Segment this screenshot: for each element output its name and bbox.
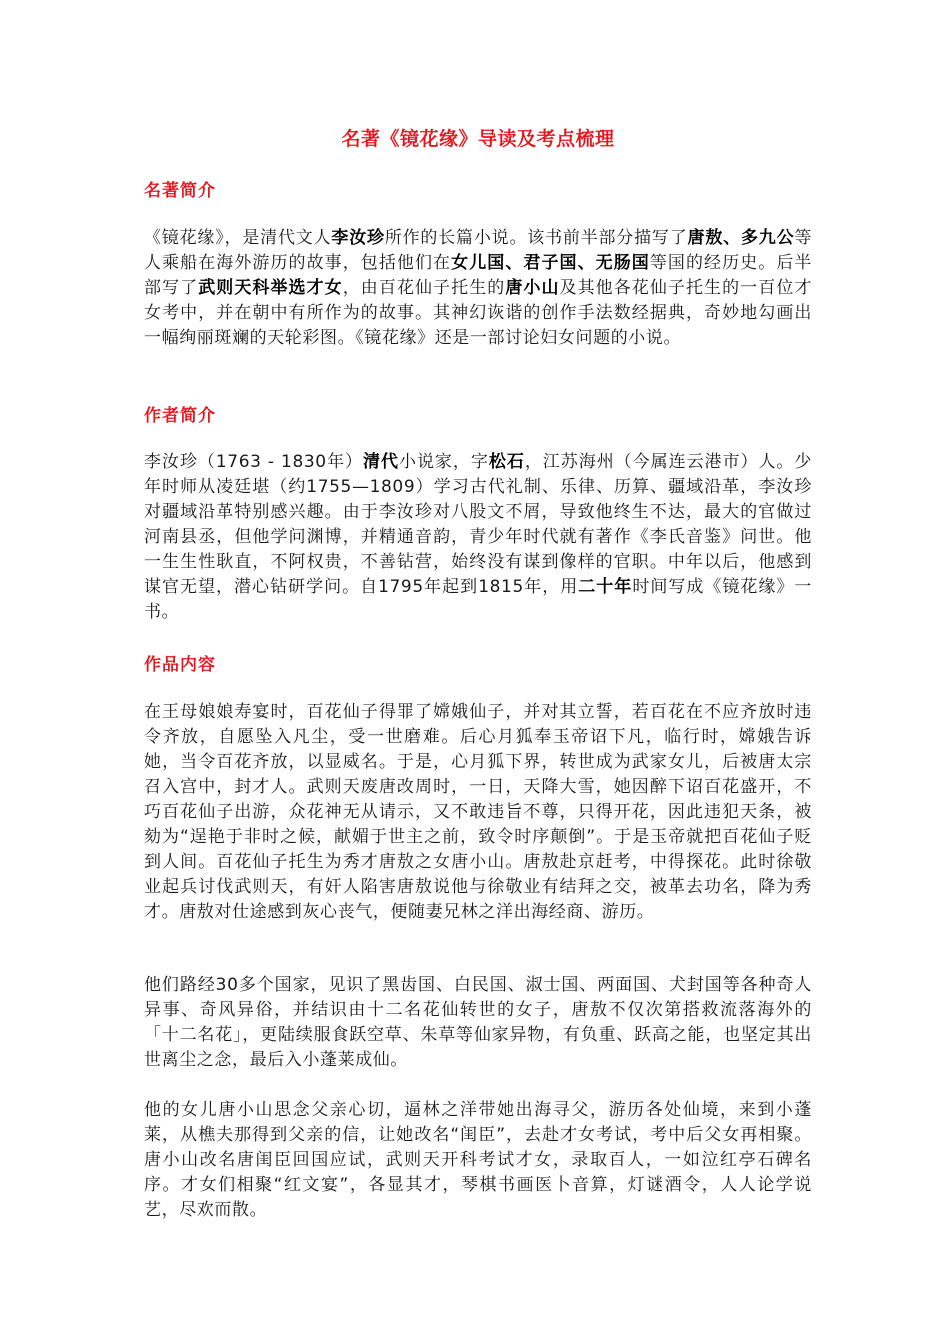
- text-run: 时间写成《镜花缘》一书。: [144, 577, 812, 622]
- text-run: 小说家，字: [398, 452, 489, 472]
- text-run: 《镜花缘》，是清代文人: [144, 228, 332, 248]
- text-run: 李汝珍（1763 - 1830年）: [144, 452, 364, 472]
- bold-text-run: 武则天科举选才女: [198, 278, 343, 298]
- text-run: 等国的经历史。后半部写了: [144, 253, 812, 298]
- bold-text-run: 李汝珍: [331, 228, 385, 248]
- text-run: ，江苏海州（今属连云港市）人。少年时师从凌廷堪（约1755—1809）学习古代礼制、乐律、历算、疆域沿革，李汝珍对疆域沿革特别感兴趣。由于李汝珍对八股文不屑，导致他终生不达，最大的官做过河南县丞，但他学问渊博，并精通音韵，青少年时代就有著作《李氏音鉴》问世。他一生生性耿直，不阿权贵，不善钻营，始终没有谋到像样的官职。中年以后，他感到谋官无望，潜心钻研学问。自1795年起到1815年，用: [144, 452, 813, 597]
- text-run: 他的女儿唐小山思念父亲心切，逼林之洋带她出海寻父，游历各处仙境，来到小蓬莱，从樵夫那得到父亲的信，让她改名“闺臣”，去赴才女考试，考中后父女再相聚。唐小山改名唐闺臣回国应试，武则天开科考试才女，录取百人，一如泣红亭石碑名序。才女们相聚“红文宴”，各显其才，琴棋书画医卜音算，灯谜酒令，人人论学说艺，尽欢而散。: [144, 1100, 812, 1220]
- bold-text-run: 清代: [363, 452, 399, 472]
- bold-text-run: 女儿国、君子国、无肠国: [451, 253, 650, 273]
- text-run: 及其他各花仙子托生的一百位才女考中，并在朝中有所作为的故事。其神幻诙谐的创作手法数经据典，奇妙地勾画出一幅绚丽斑斓的天轮彩图。《镜花缘》还是一部讨论妇女问题的小说。: [144, 278, 812, 348]
- text-run: ，由百花仙子托生的: [342, 278, 506, 298]
- section-heading-content: 作品内容: [144, 655, 216, 675]
- bold-text-run: 松石: [488, 452, 525, 472]
- document-title: 名著《镜花缘》导读及考点梳理: [341, 128, 615, 150]
- bold-text-run: 唐敖、多九公: [687, 228, 795, 248]
- bold-text-run: 二十年: [578, 577, 633, 597]
- intro-paragraph: [144, 226, 812, 351]
- text-run: 等人乘船在海外游历的故事，包括他们在: [144, 228, 812, 273]
- text-run: 在王母娘娘寿宴时，百花仙子得罪了嫦娥仙子，并对其立誓，若百花在不应齐放时违令齐放，自愿坠入凡尘，受一世磨难。后心月狐奉玉帝诏下凡，临行时，嫦娥告诉她，当令百花齐放，以显威名。于是，心月狐下界，转世成为武家女儿，后被唐太宗召入宫中，封才人。武则天废唐改周时，一日，天降大雪，她因醉下诏百花盛开，不巧百花仙子出游，众花神无从请示，又不敢违旨不尊，只得开花，因此违犯天条，被劾为“逞艳于非时之候，献媚于世主之前，致令时序颠倒”。于是玉帝就把百花仙子贬到人间。百花仙子托生为秀才唐敖之女唐小山。唐敖赴京赶考，中得探花。此时徐敬业起兵讨伐武则天，有奸人陷害唐敖说他与徐敬业有结拜之交，被革去功名，降为秀才。唐敖对仕途感到灰心丧气，便随妻兄林之洋出海经商、游历。: [144, 702, 812, 922]
- text-run: 所作的长篇小说。该书前半部分描写了: [384, 228, 688, 248]
- section-heading-author: 作者简介: [144, 406, 216, 426]
- author-paragraph: [144, 450, 812, 625]
- content-paragraph-3: [144, 1098, 812, 1223]
- content-paragraph-2: [144, 973, 812, 1073]
- bold-text-run: 唐小山: [505, 278, 560, 298]
- content-paragraph-1: [144, 700, 812, 925]
- text-run: 他们路经30多个国家，见识了黑齿国、白民国、淑士国、两面国、犬封国等各种奇人异事、奇风异俗，并结识由十二名花仙转世的女子，唐敖不仅次第搭救流落海外的「十二名花」，更陆续服食跃空草、朱草等仙家异物，有负重、跃高之能，也坚定其出世离尘之念，最后入小蓬莱成仙。: [144, 975, 812, 1070]
- section-heading-intro: 名著简介: [144, 181, 216, 201]
